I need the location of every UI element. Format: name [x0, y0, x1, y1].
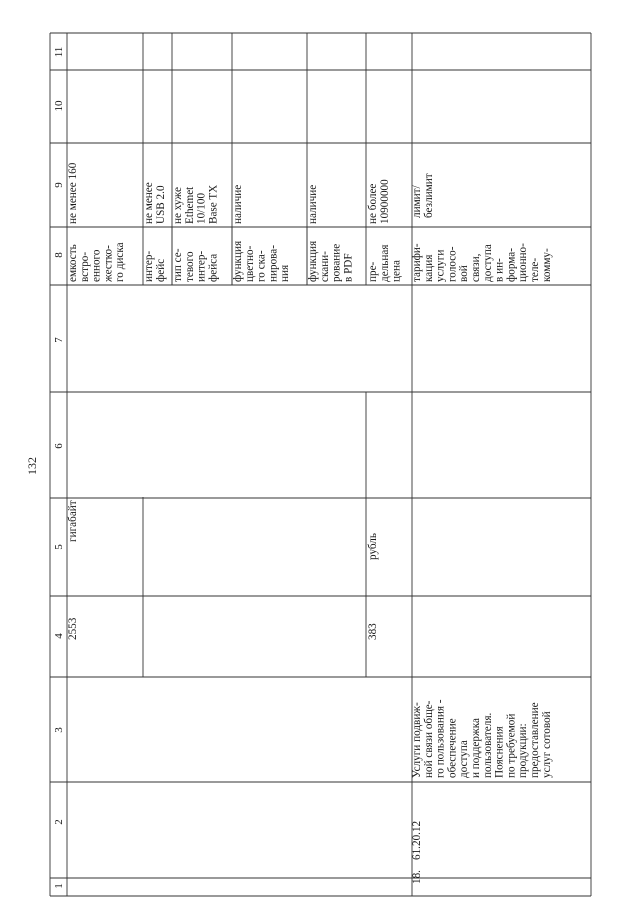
storage-quantity: 2553 [67, 617, 79, 640]
price-characteristic-line-3: цена [390, 260, 403, 282]
pdf-scan-characteristic-line-2: скани- [318, 251, 331, 282]
color-scan-characteristic-line-3: го ска- [255, 250, 268, 282]
network-characteristic-line-2: тевого [183, 251, 196, 282]
pdf-scan-characteristic-line-1: функция [307, 240, 319, 282]
column-header-8: 8 [53, 252, 65, 258]
row18-description-line-2: ной связи обще- [422, 700, 435, 778]
row18-description-line-4: обеспечение [446, 718, 459, 778]
price-characteristic-line-1: пре- [367, 261, 379, 282]
row18-characteristic-line-1: тарифи- [411, 243, 423, 282]
network-characteristic-line-3: интер- [195, 250, 208, 282]
interface-characteristic-line-2: фейс [154, 258, 167, 282]
row18-characteristic-line-2: кация [422, 254, 435, 282]
storage-characteristic-line-3: енного [90, 249, 103, 282]
row18-description-line-5: доступа [458, 740, 471, 778]
color-scan-characteristic-line-4: нирова- [267, 245, 280, 282]
color-scan-value-line-1: наличие [232, 184, 244, 224]
column-header-1: 1 [53, 883, 65, 889]
network-value-line-2: Ethemet [183, 186, 196, 224]
storage-unit: гигабайт [67, 500, 79, 542]
price-value-line-1: не более [367, 183, 379, 224]
row18-description-line-3: го пользования - [434, 699, 447, 778]
row18-characteristic-line-8: в ин- [493, 258, 506, 282]
column-header-2: 2 [53, 819, 65, 825]
price-quantity: 383 [367, 623, 379, 640]
row18-okpd-code: 61.20.12 [411, 820, 423, 860]
price-characteristic-line-2: дельная [378, 244, 391, 282]
row18-characteristic-line-5: вой [458, 265, 471, 282]
column-header-7: 7 [53, 337, 65, 343]
column-header-5: 5 [53, 544, 65, 550]
color-scan-characteristic-line-5: ния [279, 264, 292, 282]
pdf-scan-value-line-1: наличие [307, 184, 319, 224]
row18-description-line-8: Пояснения [493, 726, 506, 778]
interface-value-line-1: не менее [143, 182, 155, 224]
interface-value-line-2: USB 2.0 [154, 185, 167, 224]
storage-characteristic-line-4: жестко- [102, 245, 115, 282]
row18-characteristic-line-12: комму- [540, 248, 553, 282]
row18-characteristic-line-6: связи, [470, 253, 482, 282]
storage-value-line-1: не менее 160 [67, 162, 79, 224]
interface-characteristic-line-1: интер- [143, 250, 155, 282]
row18-description-line-12: услуг сотовой [540, 711, 553, 778]
price-value-line-2: 10900000 [378, 179, 391, 224]
color-scan-characteristic-line-1: функция [232, 240, 244, 282]
pdf-scan-characteristic-line-4: в PDF [342, 253, 355, 282]
network-value-line-3: 10/100 [195, 192, 208, 224]
color-scan-characteristic-line-2: цветно- [243, 245, 256, 282]
pdf-scan-characteristic-line-3: рование [330, 243, 343, 282]
column-header-6: 6 [53, 443, 65, 449]
row18-characteristic-line-7: доступа [481, 244, 494, 282]
row18-characteristic-line-3: услуги [434, 249, 447, 282]
price-unit: рубль [367, 533, 379, 560]
network-characteristic-line-4: фейса [207, 253, 220, 282]
column-header-9: 9 [53, 182, 65, 188]
row18-characteristic-line-4: голосо- [446, 246, 459, 282]
storage-characteristic-line-2: встро- [78, 251, 91, 282]
column-header-3: 3 [53, 727, 65, 733]
column-header-10: 10 [53, 100, 65, 112]
row18-value-line-2: безлимит [422, 173, 435, 218]
row18-description-line-9: по требуемой [505, 713, 518, 778]
network-value-line-1: не хуже [172, 187, 184, 224]
row18-description-line-11: предоставление [529, 702, 541, 778]
network-characteristic-line-1: тип се- [172, 248, 184, 282]
row18-number: 18. [411, 870, 423, 884]
network-value-line-4: Base TX [207, 184, 220, 224]
table-text [25, 47, 553, 889]
column-header-4: 4 [53, 633, 65, 639]
row18-description-line-1: Услуги подвиж- [411, 702, 423, 778]
page-number: 132 [25, 457, 39, 475]
column-header-11: 11 [53, 46, 65, 58]
row18-description-line-7: пользователя. [481, 712, 494, 778]
row18-characteristic-line-9: форма- [505, 248, 518, 282]
row18-description-line-6: и поддержка [470, 718, 482, 778]
row18-characteristic-line-10: ционно- [517, 243, 530, 282]
storage-characteristic-line-1: емкость [67, 244, 79, 282]
storage-characteristic-line-5: го диска [114, 242, 127, 282]
row18-characteristic-line-11: теле- [529, 257, 541, 282]
row18-description-line-10: продукции: [517, 723, 530, 778]
row18-value-line-1: лимит/ [411, 185, 423, 218]
